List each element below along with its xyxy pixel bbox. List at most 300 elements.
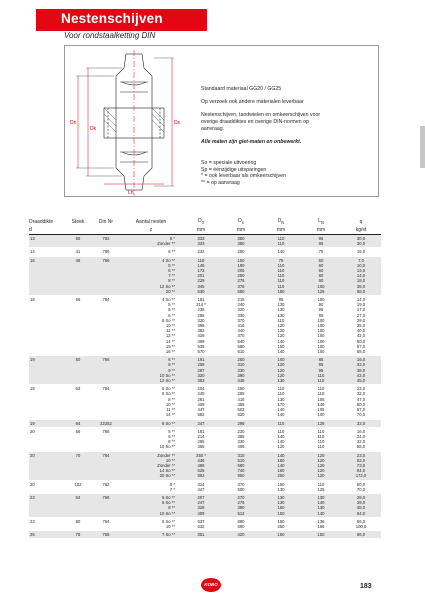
table-cell: 67,0 — [356, 407, 366, 413]
table-cell: 17,0 — [356, 307, 366, 313]
table-cell: 84,0 — [356, 510, 366, 516]
table-cell-stack — [181, 296, 221, 356]
table-cell: 19 — [29, 356, 65, 385]
sprocket-drawing — [64, 48, 204, 200]
table-cell: 250 — [237, 249, 245, 255]
table-cell: 328 — [197, 505, 205, 511]
table-cell-stack — [341, 480, 381, 493]
table-cell: 75 — [318, 249, 324, 255]
table-cell: 19 — [29, 419, 65, 427]
table-cell: 764 — [91, 451, 121, 480]
table-cell-stack — [261, 356, 301, 385]
table-cell-stack — [221, 248, 261, 256]
table-cell: 130 — [277, 396, 285, 402]
table-cell-stack — [181, 385, 221, 419]
table-cell: 100 — [317, 283, 325, 289]
table-cell-stack — [301, 248, 341, 256]
table-cell: 12 ** — [165, 333, 175, 339]
table-cell: 766 — [91, 356, 121, 385]
table-cell: 150 — [237, 257, 245, 263]
table-cell: 10 ** — [165, 523, 175, 529]
table-cell: 370 — [237, 481, 245, 487]
table-cell: Zonder ** — [157, 241, 175, 247]
table-cell: 625 — [197, 468, 205, 474]
table-units-row — [29, 225, 381, 235]
table-cell: 10,0 — [356, 262, 366, 268]
table-cell-stack — [261, 493, 301, 517]
table-cell: 118 — [197, 257, 205, 263]
table-cell: 281 — [197, 396, 205, 402]
table-cell: 110 — [317, 372, 325, 378]
dim-label-dn: Dn — [70, 120, 77, 126]
table-cell: 78 — [65, 531, 91, 539]
table-cell-stack — [121, 385, 181, 419]
table-cell: 130 — [277, 312, 285, 318]
table-cell-stack — [181, 531, 221, 539]
table-cell: 110 — [277, 283, 285, 289]
table-cell: 6 ** — [168, 312, 175, 318]
table-cell: 15 ** — [165, 343, 175, 349]
table-cell: 130 — [277, 302, 285, 308]
table-cell: 110 — [317, 391, 325, 397]
table-cell: 26 — [29, 531, 65, 539]
note-other-materials: Op verzoek ook andere materialen leverbaar — [201, 99, 304, 105]
table-row — [29, 517, 381, 530]
table-cell: 80 — [75, 518, 81, 524]
table-cell: 380 — [237, 241, 245, 247]
table-cell: 130 — [277, 486, 285, 492]
table-cell: 287 — [197, 367, 205, 373]
table-cell: 455 — [237, 401, 245, 407]
table-cell: 95 — [318, 241, 324, 247]
table-cell: 14 ** — [165, 412, 175, 418]
table-cell: 90 — [318, 273, 324, 279]
table-cell: 355 — [197, 444, 205, 450]
table-cell: 270 — [237, 494, 245, 500]
table-cell: 30,0 — [356, 236, 366, 241]
table-cell: 140 — [277, 407, 285, 413]
table-cell-stack — [261, 517, 301, 530]
table-cell: 50 — [65, 356, 91, 385]
table-cell-stack — [181, 256, 221, 295]
table-cell: 220 — [237, 428, 245, 434]
table-cell: 440 — [237, 328, 245, 334]
table-row — [29, 480, 381, 493]
table-cell: 105 — [317, 407, 325, 413]
table-cell: 486 — [197, 462, 205, 468]
table-cell: 50,0 — [356, 481, 366, 487]
table-cell-stack — [261, 531, 301, 539]
table-cell: 40,0 — [356, 328, 366, 334]
table-cell: 6 So ** — [161, 518, 175, 524]
table-cell: 582 — [197, 412, 205, 418]
table-cell: 100 — [317, 349, 325, 355]
table-header-row — [29, 216, 381, 225]
table-cell: 320 — [197, 372, 205, 378]
table-cell: 7 ** — [168, 273, 175, 279]
table-cell-stack — [181, 517, 221, 530]
table-cell: 950 — [237, 473, 245, 479]
table-cell-stack — [121, 419, 181, 427]
table-cell: 5 ** — [168, 262, 175, 268]
table-cell: 150 — [277, 343, 285, 349]
side-tab-marker — [420, 126, 425, 168]
table-cell: 190 — [237, 262, 245, 268]
table-cell: 120 — [277, 323, 285, 329]
table-cell: 130 — [277, 378, 285, 384]
table-cell-stack — [261, 385, 301, 419]
header-q: q — [359, 219, 363, 225]
table-cell: 330 — [237, 439, 245, 445]
table-cell-stack — [301, 493, 341, 517]
table-cell-stack — [301, 451, 341, 480]
table-cell: 100,0 — [355, 523, 367, 529]
table-cell: 130 — [317, 494, 325, 500]
table-cell: 23 — [29, 493, 65, 517]
table-cell: 120 — [317, 473, 325, 479]
table-cell-stack — [341, 517, 381, 530]
table-cell: 285 — [197, 312, 205, 318]
table-cell: 16 — [29, 256, 65, 295]
table-cell-stack — [121, 256, 181, 295]
notes-block — [201, 86, 371, 186]
table-cell: 250 — [237, 357, 245, 363]
table-cell: 38,0 — [356, 283, 366, 289]
table-cell: 110 — [317, 386, 325, 392]
table-cell: 20 — [29, 451, 65, 480]
table-cell: 38,0 — [356, 367, 366, 373]
table-cell: 10 So ** — [159, 444, 175, 450]
table-cell: 24,0 — [356, 433, 366, 439]
table-cell: 90 — [318, 278, 324, 284]
table-cell: 14 — [30, 249, 35, 255]
table-cell: 60 — [318, 268, 324, 274]
unit-mm: mm — [316, 226, 326, 233]
table-cell: 15,0 — [356, 249, 366, 255]
table-cell: 110 — [277, 236, 285, 241]
table-cell-stack — [181, 356, 221, 385]
table-cell-stack — [341, 356, 381, 385]
table-cell: 95 — [318, 362, 324, 368]
table-cell: 207 — [197, 494, 205, 500]
table-cell: 180 — [277, 288, 285, 294]
table-cell-stack — [121, 356, 181, 385]
table-cell: 120 — [277, 328, 285, 334]
table-cell: 470 — [237, 333, 245, 339]
table-cell: 351 — [197, 532, 205, 538]
table-cell: 320 — [237, 307, 245, 313]
table-cell: 4 So ** — [161, 297, 175, 303]
table-cell: 66,0 — [356, 532, 366, 538]
table-cell: 250 * — [196, 452, 206, 458]
table-cell: 10 ** — [165, 457, 175, 463]
table-cell: 58,0 — [356, 444, 366, 450]
table-cell: 16 ** — [165, 349, 175, 355]
table-cell: 580 — [237, 343, 245, 349]
table-cell: 201 — [197, 273, 205, 279]
specs-table — [29, 216, 381, 538]
table-cell: 610 — [237, 349, 245, 355]
table-cell: 160 — [277, 468, 285, 474]
unit-d: d — [29, 226, 32, 233]
table-cell: 632 — [197, 523, 205, 529]
table-cell-stack — [261, 296, 301, 356]
table-cell-stack — [301, 427, 341, 451]
table-cell: 56 — [75, 428, 81, 434]
table-cell: 100 — [317, 323, 325, 329]
table-cell: 150 — [277, 518, 285, 524]
table-cell: 173 — [197, 268, 205, 274]
table-cell-stack — [221, 531, 261, 539]
table-cell: 60,0 — [356, 401, 366, 407]
table-cell-stack — [341, 427, 381, 451]
table-cell: 16,0 — [356, 357, 366, 363]
table-cell: 23 — [30, 518, 35, 524]
header-din: Din Nr — [98, 219, 114, 225]
table-cell: 35,0 — [356, 323, 366, 329]
table-cell: 120 — [317, 452, 325, 458]
table-cell: 14 So ** — [159, 468, 175, 474]
table-cell: Zonder ** — [157, 462, 175, 468]
table-cell-stack — [121, 480, 181, 493]
table-cell-stack — [221, 493, 261, 517]
table-cell-stack — [341, 493, 381, 517]
table-cell: 140 — [277, 338, 285, 344]
unit-z: z — [149, 226, 153, 233]
table-cell: 45 — [65, 256, 91, 295]
table-cell: 110 — [317, 428, 325, 434]
table-cell: 383 — [197, 378, 205, 384]
table-cell: 6 So ** — [161, 420, 175, 426]
table-cell-stack — [121, 296, 181, 356]
table-cell-stack — [341, 235, 381, 248]
table-cell-stack — [221, 356, 261, 385]
table-cell: 232 — [197, 249, 205, 255]
table-cell: 95 — [278, 297, 284, 303]
table-cell: 140 — [277, 452, 285, 458]
table-cell: 42,0 — [356, 333, 366, 339]
table-cell: 166 — [317, 523, 325, 529]
table-cell: 16,0 — [356, 428, 366, 434]
table-cell: 216 — [237, 297, 245, 303]
table-cell: 409 — [197, 401, 205, 407]
table-cell: 8 So ** — [161, 317, 175, 323]
table-cell: 140 — [277, 433, 285, 439]
table-cell: 146 — [317, 401, 325, 407]
table-cell-stack — [261, 235, 301, 248]
table-row — [29, 451, 381, 480]
table-cell: 150 — [317, 532, 325, 538]
table-cell: 764 — [102, 386, 110, 392]
table-cell-stack — [301, 480, 341, 493]
table-cell: 10 ** — [165, 323, 175, 329]
table-cell-stack — [341, 531, 381, 539]
table-cell: 20 ** — [165, 288, 175, 294]
table-cell: 240 — [237, 302, 245, 308]
unit-mm: mm — [276, 226, 286, 233]
table-cell-stack — [221, 451, 261, 480]
table-cell-stack — [121, 427, 181, 451]
table-cell: 62,0 — [356, 457, 366, 463]
note-other-sizes-1: Nestenschijven, tandwielen en omkeerschijven voor — [201, 112, 321, 118]
table-cell: 6 ** — [168, 268, 175, 274]
table-cell: 120 — [317, 468, 325, 474]
table-cell: 56,0 — [356, 518, 366, 524]
table-cell-stack — [221, 419, 261, 427]
table-cell: 500 — [237, 486, 245, 492]
table-cell: 762 — [102, 481, 110, 487]
table-cell: 330 — [237, 312, 245, 318]
table-cell: 19,0 — [356, 302, 366, 308]
table-cell-stack — [301, 256, 341, 295]
table-cell: 90 — [318, 302, 324, 308]
table-cell: 70 — [65, 451, 91, 480]
table-cell: 12 So ** — [159, 283, 175, 289]
table-cell-stack — [341, 385, 381, 419]
table-cell: 68,0 — [356, 288, 366, 294]
table-cell-stack — [181, 419, 221, 427]
table-cell: 150 — [277, 481, 285, 487]
table-cell: 512 — [237, 510, 245, 516]
table-cell: 100 — [317, 338, 325, 344]
table-cell-stack — [341, 296, 381, 356]
table-cell: 32,0 — [356, 420, 366, 426]
table-row — [29, 385, 381, 419]
table-cell: 5 * — [169, 481, 175, 487]
table-cell-stack — [221, 517, 261, 530]
table-cell: 140 — [277, 439, 285, 445]
table-cell: 7,0 — [358, 257, 364, 263]
table-cell: 229 — [197, 278, 205, 284]
table-cell: 120 — [277, 333, 285, 339]
title-banner — [36, 9, 207, 31]
table-cell: 146 — [197, 262, 205, 268]
table-cell: 140 — [277, 249, 285, 255]
table-cell: 10 ** — [165, 401, 175, 407]
table-cell: 160 — [277, 457, 285, 463]
table-cell: 140 — [277, 349, 285, 355]
table-cell: 100 — [317, 333, 325, 339]
table-cell: 57,0 — [356, 343, 366, 349]
table-cell: 428 — [197, 333, 205, 339]
table-cell-stack — [261, 451, 301, 480]
header-ln: $L_N$ — [318, 218, 324, 225]
table-cell: 100 — [317, 297, 325, 303]
table-cell: 41 — [75, 249, 81, 255]
table-cell-stack — [221, 256, 261, 295]
table-row — [29, 493, 381, 517]
table-cell: 45,0 — [356, 378, 366, 384]
table-cell: 630 — [197, 288, 205, 294]
legend-so: So = speciale uitvoering — [201, 160, 257, 166]
table-cell: 766 — [91, 531, 121, 539]
table-cell: 48,0 — [356, 505, 366, 511]
table-cell: 333 — [197, 241, 205, 247]
table-cell: 390 — [237, 372, 245, 378]
table-cell: 47,0 — [356, 396, 366, 402]
table-cell: 170 — [277, 401, 285, 407]
table-cell: 120 — [277, 372, 285, 378]
table-cell: 140 — [317, 510, 325, 516]
table-cell-stack — [341, 256, 381, 295]
table-cell: 64 — [65, 493, 91, 517]
table-cell: 214 * — [196, 302, 206, 308]
table-cell: 130 — [277, 494, 285, 500]
table-cell: 10 So ** — [159, 372, 175, 378]
table-cell: 8 ** — [168, 278, 175, 284]
table-row — [29, 248, 381, 256]
table-cell-stack — [181, 235, 221, 248]
table-cell: 310 — [237, 362, 245, 368]
table-row — [29, 256, 381, 295]
table-cell: 18 — [30, 297, 35, 303]
table-cell: 28,0 — [356, 494, 366, 500]
table-cell: 130 — [317, 505, 325, 511]
table-cell: 214 — [197, 433, 205, 439]
table-cell: 285 — [197, 439, 205, 445]
table-cell: 191 — [197, 357, 205, 363]
table-cell: 110 — [277, 268, 285, 274]
table-cell: 50,0 — [356, 338, 366, 344]
table-cell: 250 — [277, 473, 285, 479]
table-cell: 250 — [277, 523, 285, 529]
table-cell-stack — [261, 427, 301, 451]
table-cell: 580 — [237, 462, 245, 468]
table-cell: 7 * — [169, 486, 175, 492]
table-cell: 110 — [317, 378, 325, 384]
table-cell-stack — [121, 235, 181, 248]
table-cell: 380 — [237, 236, 245, 241]
table-cell: 23,0 — [356, 452, 366, 458]
table-cell: 22252 — [91, 419, 121, 427]
table-cell-stack — [181, 248, 221, 256]
header-d0: $D_0$ — [198, 218, 204, 225]
table-cell: 27,0 — [356, 312, 366, 318]
table-cell: 18 — [30, 386, 35, 392]
table-cell: 18,0 — [356, 278, 366, 284]
table-cell: 13 — [29, 235, 65, 248]
table-cell: 448 — [237, 378, 245, 384]
table-cell: 39,0 — [356, 500, 366, 506]
table-cell: 11 ** — [166, 328, 175, 334]
legend-star: * = ook leverbaar als omkeerschijven — [201, 173, 286, 179]
table-cell: 70,0 — [356, 412, 366, 418]
table-cell-stack — [121, 451, 181, 480]
table-cell: 409 — [197, 510, 205, 516]
table-cell: 22,0 — [356, 386, 366, 392]
table-row — [29, 419, 381, 427]
table-cell: 258 — [197, 362, 205, 368]
header-ds: $D_s$ — [238, 218, 244, 225]
table-cell: 680 — [237, 288, 245, 294]
dim-label-dk: Dk — [90, 126, 97, 132]
table-cell: 110 — [277, 262, 285, 268]
note-other-sizes-3: aanvraag. — [201, 126, 225, 132]
header-draaddikte: Draaddikte — [29, 219, 54, 225]
table-cell: 181 — [197, 297, 205, 303]
table-cell: 42,0 — [356, 372, 366, 378]
table-row — [29, 531, 381, 539]
table-cell: 94,0 — [356, 468, 366, 474]
table-cell: 447 — [197, 486, 205, 492]
table-cell: 570 — [197, 349, 205, 355]
table-cell: 8 ** — [168, 396, 175, 402]
table-cell-stack — [121, 493, 181, 517]
table-cell: 110 — [277, 386, 285, 392]
table-cell: 740 — [237, 468, 245, 474]
table-cell: 330 — [237, 367, 245, 373]
legend-sp: Sp = éénzijdige uitsparingen — [201, 166, 267, 173]
